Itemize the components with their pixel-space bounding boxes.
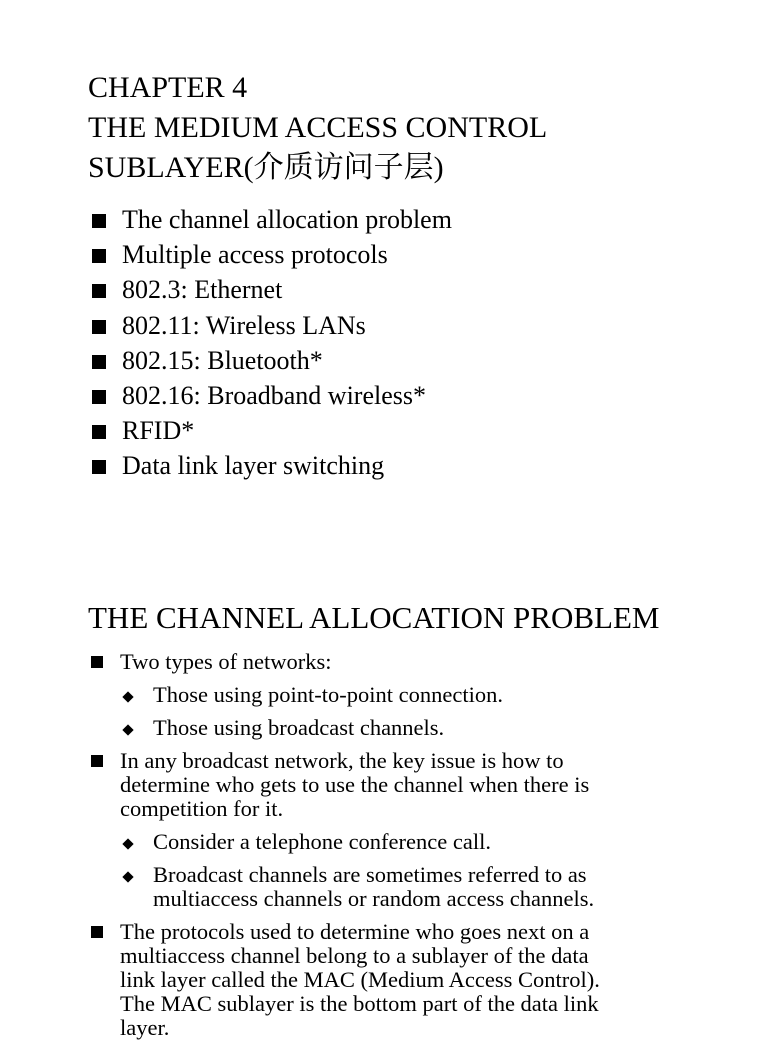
square-bullet-icon: [92, 249, 106, 263]
diamond-bullet-icon: [122, 724, 133, 735]
list-item-text: 802.11: Wireless LANs: [122, 310, 366, 340]
list-item-text-line: The protocols used to determine who goes next on a: [120, 919, 590, 944]
chapter-title-line-2: SUBLAYER(介质访问子层): [88, 151, 444, 184]
list-item: [88, 920, 688, 1040]
sub-list-item: [88, 683, 688, 707]
square-bullet-icon: [92, 390, 106, 404]
list-item: [88, 345, 452, 380]
list-item-text: 802.16: Broadband wireless*: [122, 380, 427, 410]
sub-list-item-text: Those using point-to-point connection.: [153, 682, 503, 707]
list-item-text: Multiple access protocols: [122, 240, 388, 270]
chapter-title: [88, 68, 728, 188]
list-item-text-line: In any broadcast network, the key issue is how to: [120, 748, 564, 773]
sub-list-item: [88, 716, 688, 740]
list-item-text-line: link layer called the MAC (Medium Access Control).: [120, 967, 600, 992]
square-bullet-icon: [91, 926, 103, 938]
diamond-bullet-icon: [122, 691, 133, 702]
sub-list-item-text-line: multiaccess channels or random access channels.: [153, 886, 595, 911]
list-item-text: 802.15: Bluetooth*: [122, 345, 323, 375]
chapter-topics-list: [88, 204, 452, 486]
sub-list-item: [88, 863, 688, 911]
square-bullet-icon: [92, 460, 106, 474]
list-item: [88, 239, 452, 274]
square-bullet-icon: [92, 214, 106, 228]
list-item-text: 802.3: Ethernet: [122, 275, 283, 305]
list-item: [88, 415, 452, 450]
list-item-text: Data link layer switching: [122, 451, 385, 481]
square-bullet-icon: [92, 355, 106, 369]
chapter-number: CHAPTER 4: [88, 71, 248, 104]
square-bullet-icon: [91, 755, 103, 767]
list-item: [88, 310, 452, 345]
list-item-text: Two types of networks:: [120, 649, 332, 674]
sub-list-item-text-line: Broadcast channels are sometimes referred to as: [153, 862, 587, 887]
list-item-text-line: competition for it.: [120, 796, 284, 821]
list-item: [88, 274, 452, 309]
diamond-bullet-icon: [122, 838, 133, 849]
list-item-text-line: The MAC sublayer is the bottom part of the data link: [120, 991, 599, 1016]
list-item-text-line: layer.: [120, 1015, 170, 1040]
chapter-title-line-1: THE MEDIUM ACCESS CONTROL: [88, 111, 548, 144]
square-bullet-icon: [92, 425, 106, 439]
list-item: [88, 749, 688, 821]
list-item: [88, 380, 452, 415]
sub-list-item: [88, 830, 688, 854]
list-item-text: RFID*: [122, 416, 195, 446]
list-item: [88, 204, 452, 239]
square-bullet-icon: [91, 656, 103, 668]
list-item-text-line: determine who gets to use the channel when there is: [120, 772, 590, 797]
list-item-text: The channel allocation problem: [122, 205, 452, 234]
sub-list-item-text: Consider a telephone conference call.: [153, 829, 491, 854]
list-item: [88, 450, 452, 485]
list-item-text-line: multiaccess channel belong to a sublayer of the data: [120, 943, 589, 968]
square-bullet-icon: [92, 320, 106, 334]
diamond-bullet-icon: [122, 871, 133, 882]
section-title: THE CHANNEL ALLOCATION PROBLEM: [88, 600, 660, 635]
list-item: [88, 650, 688, 674]
sub-list-item-text: Those using broadcast channels.: [153, 715, 445, 740]
section-bullets: [88, 650, 688, 1040]
square-bullet-icon: [92, 284, 106, 298]
